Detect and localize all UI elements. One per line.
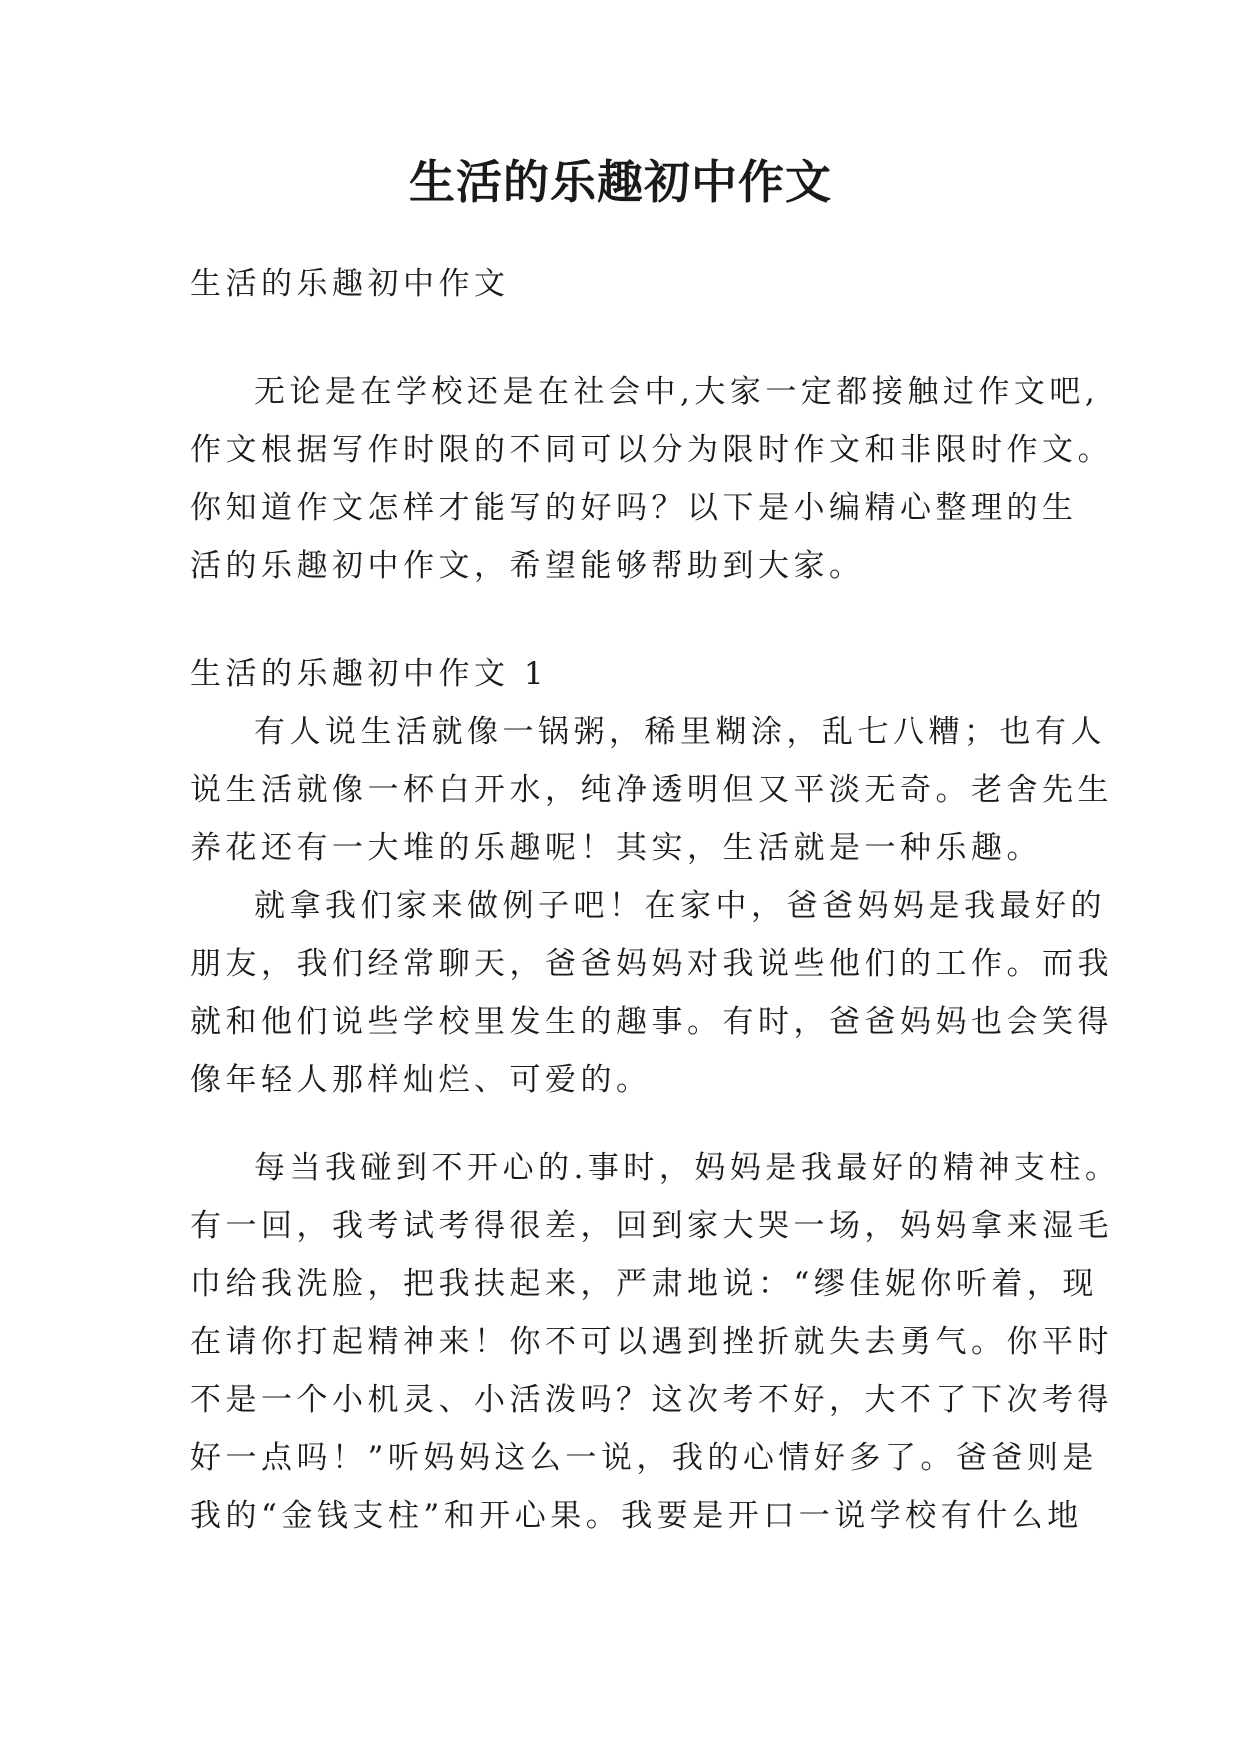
intro-line: 作文根据写作时限的不同可以分为限时作文和非限时作文。 (190, 432, 1113, 468)
document-subtitle: 生活的乐趣初中作文 (190, 266, 510, 302)
section-heading: 生活的乐趣初中作文 1 (190, 656, 549, 692)
paragraph-line: 就拿我们家来做例子吧！在家中，爸爸妈妈是我最好的 (254, 888, 1106, 924)
paragraph-line: 每当我碰到不开心的.事时，妈妈是我最好的精神支柱。 (254, 1150, 1121, 1186)
paragraph-line: 朋友，我们经常聊天，爸爸妈妈对我说些他们的工作。而我 (190, 946, 1113, 982)
intro-line: 活的乐趣初中作文，希望能够帮助到大家。 (190, 548, 865, 584)
intro-line: 无论是在学校还是在社会中,大家一定都接触过作文吧, (254, 374, 1100, 410)
paragraph-line: 就和他们说些学校里发生的趣事。有时，爸爸妈妈也会笑得 (190, 1004, 1113, 1040)
paragraph-line: 好一点吗！”听妈妈这么一说，我的心情好多了。爸爸则是 (190, 1440, 1098, 1476)
paragraph-line: 有人说生活就像一锅粥，稀里糊涂，乱七八糟；也有人 (254, 714, 1106, 750)
paragraph-line: 像年轻人那样灿烂、可爱的。 (190, 1062, 652, 1098)
paragraph-line: 说生活就像一杯白开水，纯净透明但又平淡无奇。老舍先生 (190, 772, 1113, 808)
paragraph-line: 有一回，我考试考得很差，回到家大哭一场，妈妈拿来湿毛 (190, 1208, 1113, 1244)
paragraph-line: 不是一个小机灵、小活泼吗？这次考不好，大不了下次考得 (190, 1382, 1113, 1418)
intro-line: 你知道作文怎样才能写的好吗？以下是小编精心整理的生 (190, 490, 1078, 526)
document-title: 生活的乐趣初中作文 (409, 155, 832, 209)
paragraph-line: 在请你打起精神来！你不可以遇到挫折就失去勇气。你平时 (190, 1324, 1113, 1360)
paragraph-line: 巾给我洗脸，把我扶起来，严肃地说：“缪佳妮你听着，现 (190, 1266, 1098, 1302)
paragraph-line: 养花还有一大堆的乐趣呢！其实，生活就是一种乐趣。 (190, 830, 1042, 866)
paragraph-line: 我的“金钱支柱”和开心果。我要是开口一说学校有什么地 (190, 1498, 1083, 1534)
